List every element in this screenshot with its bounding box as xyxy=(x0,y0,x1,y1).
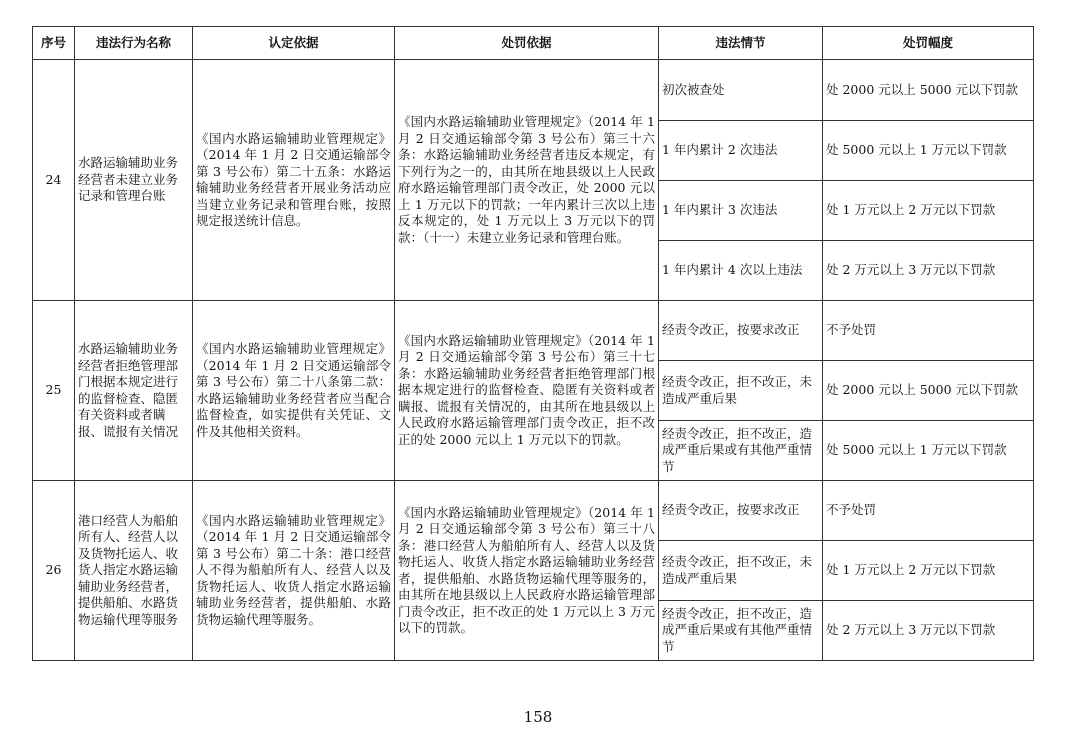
row-violation-name: 水路运输辅助业务经营者拒绝管理部门根据本规定进行的监督检查、隐匿有关资料或者瞒报、谎报有关情况 xyxy=(75,301,193,481)
row-range: 处 2000 元以上 5000 元以下罚款 xyxy=(823,361,1034,421)
header-basis: 认定依据 xyxy=(193,27,395,60)
row-circumstance: 1 年内累计 3 次违法 xyxy=(659,181,823,241)
row-range: 处 1 万元以上 2 万元以下罚款 xyxy=(823,541,1034,601)
row-basis: 《国内水路运输辅助业管理规定》（2014 年 1 月 2 日交通运输部令第 3 号公布）第二十八条第二款：水路运输辅助业务经营者应当配合监督检查，如实提供有关凭证、文件及其他相关资料。 xyxy=(193,301,395,481)
table-row xyxy=(33,301,1034,361)
row-circumstance: 经责令改正，拒不改正，造成严重后果或有其他严重情节 xyxy=(659,601,823,661)
row-circumstance: 经责令改正，拒不改正，造成严重后果或有其他严重情节 xyxy=(659,421,823,481)
header-penalty-basis: 处罚依据 xyxy=(395,27,659,60)
row-range: 处 1 万元以上 2 万元以下罚款 xyxy=(823,181,1034,241)
row-range: 处 2 万元以上 3 万元以下罚款 xyxy=(823,241,1034,301)
row-range: 处 5000 元以上 1 万元以下罚款 xyxy=(823,421,1034,481)
row-circumstance: 经责令改正，按要求改正 xyxy=(659,481,823,541)
header-range: 处罚幅度 xyxy=(823,27,1034,60)
row-range: 处 2000 元以上 5000 元以下罚款 xyxy=(823,60,1034,121)
row-violation-name: 水路运输辅助业务经营者未建立业务记录和管理台账 xyxy=(75,60,193,301)
row-violation-name: 港口经营人为船舶所有人、经营人以及货物托运人、收货人指定水路运输辅助业务经营者，提供船舶、水路货物运输代理等服务 xyxy=(75,481,193,661)
table-header-row xyxy=(33,27,1034,60)
row-basis: 《国内水路运输辅助业管理规定》（2014 年 1 月 2 日交通运输部令第 3 号公布）第二十条：港口经营人不得为船舶所有人、经营人以及货物托运人、收货人指定水路运输辅助业务经营者，提供船舶、水路货物运输代理等服务。 xyxy=(193,481,395,661)
page-number: 158 xyxy=(523,708,553,726)
row-range: 处 5000 元以上 1 万元以下罚款 xyxy=(823,121,1034,181)
row-circumstance: 1 年内累计 2 次违法 xyxy=(659,121,823,181)
penalty-table xyxy=(32,26,1034,661)
row-seq: 26 xyxy=(33,481,75,661)
row-circumstance: 经责令改正，按要求改正 xyxy=(659,301,823,361)
row-range: 不予处罚 xyxy=(823,481,1034,541)
row-penalty-basis: 《国内水路运输辅助业管理规定》（2014 年 1 月 2 日交通运输部令第 3 号公布）第三十七条：水路运输辅助业务经营者拒绝管理部门根据本规定进行的监督检查、隐匿有关资料或者瞒报、谎报有关情况的，由其所在地县级以上人民政府水路运输管理部门责令改正，拒不改正的处 2000 元以上 1 万元以下的罚款。 xyxy=(395,301,659,481)
row-circumstance: 经责令改正，拒不改正，未造成严重后果 xyxy=(659,541,823,601)
header-circumstance: 违法情节 xyxy=(659,27,823,60)
row-seq: 24 xyxy=(33,60,75,301)
row-basis: 《国内水路运输辅助业管理规定》（2014 年 1 月 2 日交通运输部令第 3 号公布）第二十五条：水路运输辅助业务经营者开展业务活动应当建立业务记录和管理台账，按照规定报送统计信息。 xyxy=(193,60,395,301)
row-range: 处 2 万元以上 3 万元以下罚款 xyxy=(823,601,1034,661)
row-circumstance: 初次被查处 xyxy=(659,60,823,121)
table-row xyxy=(33,481,1034,541)
row-penalty-basis: 《国内水路运输辅助业管理规定》（2014 年 1 月 2 日交通运输部令第 3 号公布）第三十六条：水路运输辅助业务经营者违反本规定，有下列行为之一的，由其所在地县级以上人民政府水路运输管理部门责令改正，处 2000 元以上 1 万元以下的罚款；一年内累计三次以上违反本规定的，处 1 万元以上 3 万元以下的罚款：（十一）未建立业务记录和管理台账。 xyxy=(395,60,659,301)
table-row xyxy=(33,60,1034,121)
header-seq: 序号 xyxy=(33,27,75,60)
row-range: 不予处罚 xyxy=(823,301,1034,361)
row-seq: 25 xyxy=(33,301,75,481)
row-circumstance: 经责令改正，拒不改正，未造成严重后果 xyxy=(659,361,823,421)
row-circumstance: 1 年内累计 4 次以上违法 xyxy=(659,241,823,301)
row-penalty-basis: 《国内水路运输辅助业管理规定》（2014 年 1 月 2 日交通运输部令第 3 号公布）第三十八条：港口经营人为船舶所有人、经营人以及货物托运人、收货人指定水路运输辅助业务经营者，提供船舶、水路货物运输代理等服务的，由其所在地县级以上人民政府水路运输管理部门责令改正，拒不改正的处 1 万元以上 3 万元以下的罚款。 xyxy=(395,481,659,661)
header-name: 违法行为名称 xyxy=(75,27,193,60)
